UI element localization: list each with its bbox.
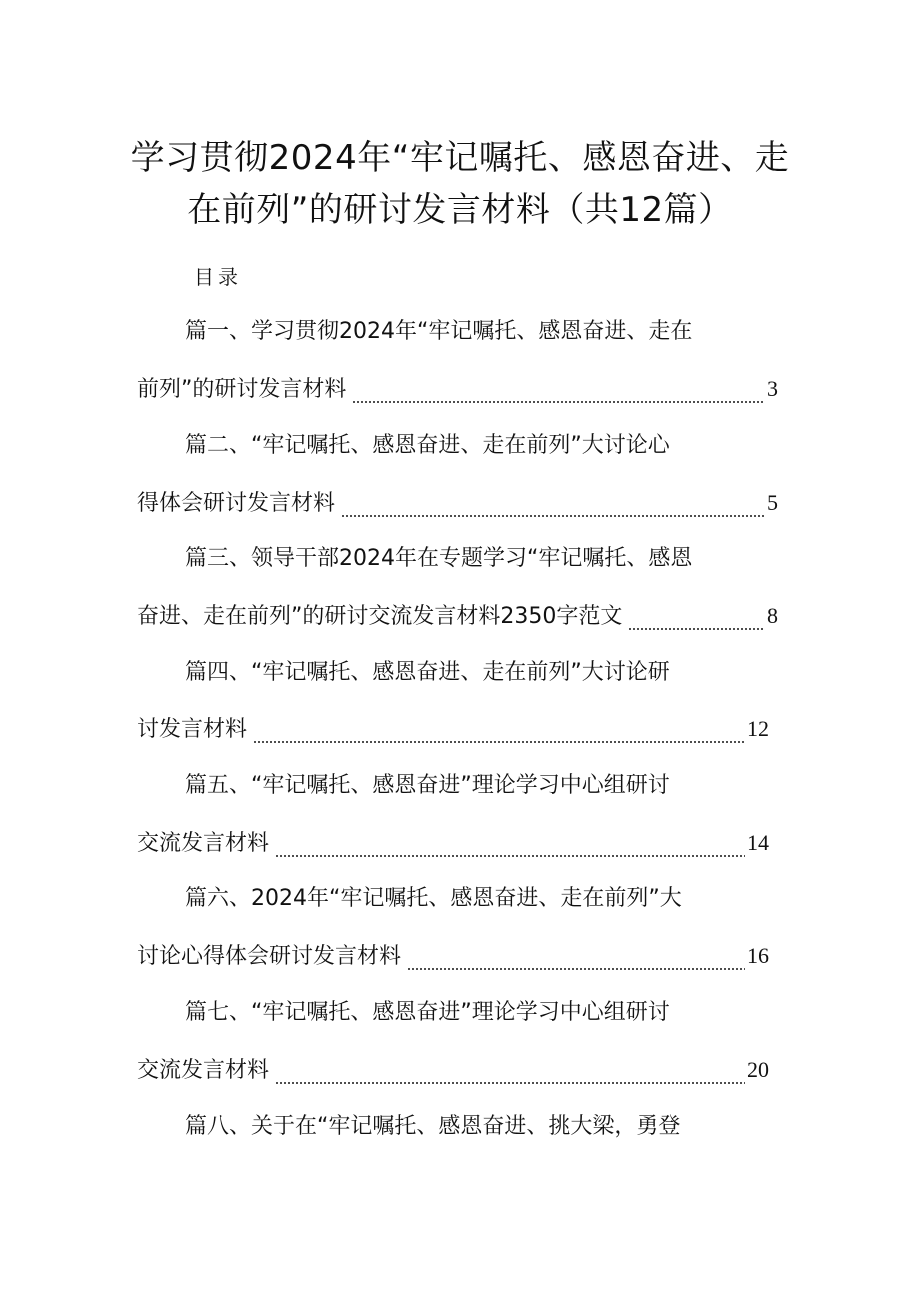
toc-entry-5-line-2[interactable] (137, 828, 769, 859)
document-title-line-2: 在前列”的研讨发言材料（共12篇） (187, 190, 733, 230)
toc-entry-title: 讨发言材料 (137, 717, 248, 742)
document-title-line-1: 学习贯彻2024年“牢记嘱托、感恩奋进、走 (130, 138, 790, 178)
toc-page-number: 3 (767, 376, 778, 401)
dot-leader (341, 502, 765, 520)
toc-entry-title: 交流发言材料 (137, 1058, 270, 1083)
dot-leader (407, 955, 745, 973)
toc-entry-2-line-2[interactable] (137, 488, 778, 519)
dot-leader (275, 1069, 745, 1087)
toc-entry-3-line-1[interactable]: 篇三、领导干部2024年在专题学习“牢记嘱托、感恩 (185, 546, 693, 571)
toc-entry-5-line-1[interactable]: 篇五、“牢记嘱托、感恩奋进”理论学习中心组研讨 (185, 773, 670, 798)
toc-heading: 目录 (194, 265, 242, 289)
toc-entry-4-line-1[interactable]: 篇四、“牢记嘱托、感恩奋进、走在前列”大讨论研 (185, 660, 670, 685)
dot-leader (628, 615, 765, 633)
dot-leader (352, 388, 765, 406)
toc-entry-6-line-2[interactable] (137, 941, 769, 972)
toc-page-number: 8 (767, 603, 778, 628)
toc-entry-6-line-1[interactable]: 篇六、2024年“牢记嘱托、感恩奋进、走在前列”大 (185, 886, 682, 911)
toc-page-number: 12 (747, 716, 769, 741)
toc-page-number: 16 (747, 943, 769, 968)
toc-entry-title: 讨论心得体会研讨发言材料 (137, 944, 402, 969)
toc-page-number: 5 (767, 490, 778, 515)
toc-page-number: 14 (747, 830, 769, 855)
toc-entry-2-line-1[interactable]: 篇二、“牢记嘱托、感恩奋进、走在前列”大讨论心 (185, 433, 670, 458)
dot-leader (253, 728, 745, 746)
toc-entry-3-line-2[interactable] (137, 601, 778, 632)
toc-entry-title: 交流发言材料 (137, 831, 270, 856)
toc-entry-1-line-2[interactable] (137, 374, 778, 405)
toc-entry-title: 得体会研讨发言材料 (137, 491, 336, 516)
toc-page-number: 20 (747, 1057, 769, 1082)
toc-entry-4-line-2[interactable] (137, 714, 769, 745)
toc-entry-title: 奋进、走在前列”的研讨交流发言材料2350字范文 (137, 604, 623, 629)
toc-entry-7-line-1[interactable]: 篇七、“牢记嘱托、感恩奋进”理论学习中心组研讨 (185, 1000, 670, 1025)
toc-entry-title: 前列”的研讨发言材料 (137, 377, 347, 402)
toc-entry-1-line-1[interactable]: 篇一、学习贯彻2024年“牢记嘱托、感恩奋进、走在 (185, 319, 693, 344)
toc-entry-8-line-1[interactable]: 篇八、关于在“牢记嘱托、感恩奋进、挑大梁，勇登 (185, 1114, 681, 1139)
toc-entry-7-line-2[interactable] (137, 1055, 769, 1086)
dot-leader (275, 842, 745, 860)
